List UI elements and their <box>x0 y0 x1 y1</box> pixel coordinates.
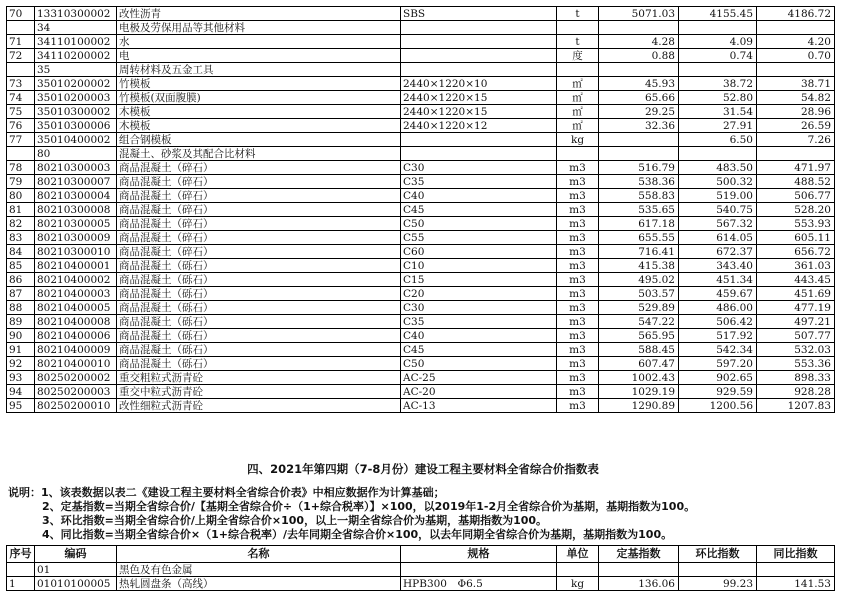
cell-value-3: 928.28 <box>757 385 835 399</box>
cell-unit: m3 <box>557 343 599 357</box>
cell-seq <box>7 63 35 77</box>
cell-name: 木模板 <box>117 119 401 133</box>
cell-name: 商品混凝土（碎石） <box>117 161 401 175</box>
cell-value-1: 565.95 <box>599 329 679 343</box>
cell-unit: m3 <box>557 245 599 259</box>
section-title: 四、2021年第四期（7-8月份）建设工程主要材料全省综合价指数表 <box>247 462 599 476</box>
cell-value-2: 540.75 <box>679 203 757 217</box>
cell-spec <box>401 563 557 577</box>
cell-value-3: 528.20 <box>757 203 835 217</box>
cell-value-2: 597.20 <box>679 357 757 371</box>
cell-seq: 83 <box>7 231 35 245</box>
cell-value-1: 617.18 <box>599 217 679 231</box>
cell-unit: m3 <box>557 273 599 287</box>
cell-spec <box>401 133 557 147</box>
cell-code: 80210400010 <box>35 357 117 371</box>
cell-value-2: 672.37 <box>679 245 757 259</box>
cell-spec: 2440×1220×15 <box>401 91 557 105</box>
cell-value-1: 547.22 <box>599 315 679 329</box>
cell-value-3: 507.77 <box>757 329 835 343</box>
cell-name: 商品混凝土（砾石） <box>117 329 401 343</box>
cell-value-3 <box>757 63 835 77</box>
cell-code: 80250200010 <box>35 399 117 413</box>
cell-seq: 82 <box>7 217 35 231</box>
table-row <box>7 343 835 357</box>
cell-spec: C40 <box>401 329 557 343</box>
table-row <box>7 399 835 413</box>
cell-code: 35010400002 <box>35 133 117 147</box>
cell-seq: 87 <box>7 287 35 301</box>
cell-name: 商品混凝土（碎石） <box>117 203 401 217</box>
cell-value-1: 716.41 <box>599 245 679 259</box>
cell-spec: AC-25 <box>401 371 557 385</box>
table-row <box>7 133 835 147</box>
cell-value-3: 477.19 <box>757 301 835 315</box>
cell-value-2 <box>679 63 757 77</box>
cell-spec: C55 <box>401 231 557 245</box>
cell-name: 商品混凝土（碎石） <box>117 175 401 189</box>
cell-value-2: 4155.45 <box>679 7 757 21</box>
cell-value-3: 451.69 <box>757 287 835 301</box>
cell-spec <box>401 49 557 63</box>
cell-value-2: 483.50 <box>679 161 757 175</box>
cell-name: 水 <box>117 35 401 49</box>
cell-spec: HPB300 Φ6.5 <box>401 577 557 591</box>
note-line: 说明：1、该表数据以表二《建设工程主要材料全省综合价表》中相应数据作为计算基础； <box>8 486 445 499</box>
cell-name: 商品混凝土（砾石） <box>117 259 401 273</box>
cell-value-1: 538.36 <box>599 175 679 189</box>
table-row <box>7 273 835 287</box>
cell-value-2: 902.65 <box>679 371 757 385</box>
cell-seq: 94 <box>7 385 35 399</box>
note-line: 2、定基指数=当期全省综合价/【基期全省综合价÷（1+综合税率）】×100，以2019年1-2月全省综合价为基期，基期指数为100。 <box>42 500 696 513</box>
cell-seq: 72 <box>7 49 35 63</box>
cell-value-2: 31.54 <box>679 105 757 119</box>
cell-spec: C30 <box>401 161 557 175</box>
cell-name: 电极及劳保用品等其他材料 <box>117 21 401 35</box>
cell-spec: C35 <box>401 175 557 189</box>
cell-value-3 <box>757 563 835 577</box>
cell-code: 80210300005 <box>35 217 117 231</box>
cell-unit <box>557 21 599 35</box>
cell-value-2: 500.32 <box>679 175 757 189</box>
cell-value-2: 542.34 <box>679 343 757 357</box>
cell-unit: m3 <box>557 175 599 189</box>
cell-seq: 74 <box>7 91 35 105</box>
cell-spec <box>401 21 557 35</box>
table-row <box>7 203 835 217</box>
cell-spec: C50 <box>401 357 557 371</box>
cell-code: 80210400009 <box>35 343 117 357</box>
cell-name: 黑色及有色金属 <box>117 563 401 577</box>
cell-seq <box>7 147 35 161</box>
cell-unit: m3 <box>557 371 599 385</box>
cell-spec: C45 <box>401 343 557 357</box>
table-row <box>7 259 835 273</box>
cell-name: 商品混凝土（砾石） <box>117 301 401 315</box>
cell-code: 35 <box>35 63 117 77</box>
cell-code: 80210300010 <box>35 245 117 259</box>
cell-code: 35010300006 <box>35 119 117 133</box>
table-row <box>7 357 835 371</box>
cell-seq: 1 <box>7 577 35 591</box>
cell-value-3: 605.11 <box>757 231 835 245</box>
cell-value-3: 656.72 <box>757 245 835 259</box>
cell-value-1 <box>599 147 679 161</box>
cell-value-3: 4186.72 <box>757 7 835 21</box>
header-code: 编码 <box>35 546 117 563</box>
note-line: 3、环比指数=当期全省综合价/上期全省综合价×100，以上一期全省综合价为基期，基期指数为100。 <box>42 514 548 527</box>
cell-unit: m3 <box>557 301 599 315</box>
cell-value-2: 517.92 <box>679 329 757 343</box>
cell-code: 01 <box>35 563 117 577</box>
cell-code: 80210400008 <box>35 315 117 329</box>
cell-seq <box>7 21 35 35</box>
cell-seq: 70 <box>7 7 35 21</box>
cell-value-1 <box>599 563 679 577</box>
cell-value-1: 1290.89 <box>599 399 679 413</box>
table-row <box>7 21 835 35</box>
cell-unit: t <box>557 35 599 49</box>
cell-value-1: 607.47 <box>599 357 679 371</box>
cell-seq: 81 <box>7 203 35 217</box>
cell-code: 80250200003 <box>35 385 117 399</box>
cell-value-2: 451.34 <box>679 273 757 287</box>
cell-value-2: 519.00 <box>679 189 757 203</box>
table-row <box>7 315 835 329</box>
cell-value-1: 503.57 <box>599 287 679 301</box>
cell-unit: m3 <box>557 231 599 245</box>
cell-name: 重交粗粒式沥青砼 <box>117 371 401 385</box>
cell-value-1 <box>599 21 679 35</box>
cell-seq: 88 <box>7 301 35 315</box>
cell-name: 商品混凝土（砾石） <box>117 273 401 287</box>
cell-value-1: 1002.43 <box>599 371 679 385</box>
cell-code: 80210400003 <box>35 287 117 301</box>
cell-value-3: 553.36 <box>757 357 835 371</box>
cell-value-1: 535.65 <box>599 203 679 217</box>
cell-unit: m3 <box>557 161 599 175</box>
cell-value-1: 495.02 <box>599 273 679 287</box>
table-row <box>7 385 835 399</box>
header-chain-index: 环比指数 <box>679 546 757 563</box>
cell-code: 80210400006 <box>35 329 117 343</box>
cell-code: 34110200002 <box>35 49 117 63</box>
cell-value-3 <box>757 21 835 35</box>
cell-code: 80210300003 <box>35 161 117 175</box>
cell-spec: C30 <box>401 301 557 315</box>
cell-value-2: 567.32 <box>679 217 757 231</box>
cell-spec: AC-20 <box>401 385 557 399</box>
cell-unit: m3 <box>557 217 599 231</box>
cell-unit: ㎡ <box>557 77 599 91</box>
cell-value-1: 415.38 <box>599 259 679 273</box>
table-row <box>7 189 835 203</box>
cell-code: 80210300008 <box>35 203 117 217</box>
cell-unit: 度 <box>557 49 599 63</box>
cell-value-3: 553.93 <box>757 217 835 231</box>
cell-unit: m3 <box>557 357 599 371</box>
table-row <box>7 371 835 385</box>
cell-seq: 84 <box>7 245 35 259</box>
cell-name: 组合钢模板 <box>117 133 401 147</box>
cell-name: 改性沥青 <box>117 7 401 21</box>
table-header-row <box>7 546 835 563</box>
cell-code: 80210400005 <box>35 301 117 315</box>
table-row <box>7 161 835 175</box>
table-row <box>7 35 835 49</box>
cell-spec: C60 <box>401 245 557 259</box>
cell-spec: C50 <box>401 217 557 231</box>
cell-unit: m3 <box>557 287 599 301</box>
cell-value-3: 471.97 <box>757 161 835 175</box>
cell-value-3: 488.52 <box>757 175 835 189</box>
table-row <box>7 91 835 105</box>
cell-seq: 73 <box>7 77 35 91</box>
cell-seq: 75 <box>7 105 35 119</box>
cell-value-2: 343.40 <box>679 259 757 273</box>
cell-unit: ㎡ <box>557 91 599 105</box>
cell-unit: m3 <box>557 259 599 273</box>
cell-value-3 <box>757 147 835 161</box>
cell-value-3: 898.33 <box>757 371 835 385</box>
cell-seq: 80 <box>7 189 35 203</box>
cell-value-3: 443.45 <box>757 273 835 287</box>
table-row <box>7 563 835 577</box>
cell-value-2: 929.59 <box>679 385 757 399</box>
cell-value-2 <box>679 21 757 35</box>
cell-seq: 78 <box>7 161 35 175</box>
cell-spec: 2440×1220×10 <box>401 77 557 91</box>
cell-code: 80 <box>35 147 117 161</box>
index-table <box>6 545 835 591</box>
header-spec: 规格 <box>401 546 557 563</box>
cell-value-2: 52.80 <box>679 91 757 105</box>
cell-code: 80210400002 <box>35 273 117 287</box>
cell-name: 重交中粒式沥青砼 <box>117 385 401 399</box>
cell-value-1: 655.55 <box>599 231 679 245</box>
cell-value-2: 4.09 <box>679 35 757 49</box>
table-row <box>7 119 835 133</box>
cell-code: 34 <box>35 21 117 35</box>
cell-value-2: 614.05 <box>679 231 757 245</box>
cell-value-1: 1029.19 <box>599 385 679 399</box>
cell-spec: C45 <box>401 203 557 217</box>
cell-seq: 91 <box>7 343 35 357</box>
table-row <box>7 63 835 77</box>
cell-value-3: 54.82 <box>757 91 835 105</box>
table-row <box>7 175 835 189</box>
cell-seq: 89 <box>7 315 35 329</box>
cell-unit <box>557 63 599 77</box>
header-unit: 单位 <box>557 546 599 563</box>
cell-unit: kg <box>557 577 599 591</box>
cell-value-2: 6.50 <box>679 133 757 147</box>
cell-seq <box>7 563 35 577</box>
cell-value-3: 506.77 <box>757 189 835 203</box>
cell-name: 改性细粒式沥青砼 <box>117 399 401 413</box>
cell-value-2 <box>679 563 757 577</box>
cell-seq: 77 <box>7 133 35 147</box>
cell-code: 80250200002 <box>35 371 117 385</box>
cell-unit <box>557 147 599 161</box>
cell-code: 34110100002 <box>35 35 117 49</box>
cell-unit: m3 <box>557 315 599 329</box>
header-fixed-index: 定基指数 <box>599 546 679 563</box>
table-row <box>7 287 835 301</box>
cell-value-1 <box>599 63 679 77</box>
cell-seq: 93 <box>7 371 35 385</box>
table-row <box>7 77 835 91</box>
cell-value-2: 459.67 <box>679 287 757 301</box>
cell-code: 80210400001 <box>35 259 117 273</box>
cell-name: 商品混凝土（碎石） <box>117 231 401 245</box>
cell-spec: C35 <box>401 315 557 329</box>
cell-value-3: 497.21 <box>757 315 835 329</box>
cell-unit: t <box>557 7 599 21</box>
cell-unit: m3 <box>557 203 599 217</box>
cell-seq: 92 <box>7 357 35 371</box>
cell-value-2: 0.74 <box>679 49 757 63</box>
cell-value-1: 65.66 <box>599 91 679 105</box>
cell-seq: 86 <box>7 273 35 287</box>
cell-name: 商品混凝土（碎石） <box>117 217 401 231</box>
cell-value-1: 5071.03 <box>599 7 679 21</box>
cell-unit: m3 <box>557 329 599 343</box>
cell-value-3: 4.20 <box>757 35 835 49</box>
cell-value-1: 516.79 <box>599 161 679 175</box>
cell-unit: m3 <box>557 189 599 203</box>
cell-value-3: 28.96 <box>757 105 835 119</box>
table-row <box>7 49 835 63</box>
cell-code: 80210300007 <box>35 175 117 189</box>
cell-code: 35010200003 <box>35 91 117 105</box>
cell-code: 80210300004 <box>35 189 117 203</box>
cell-unit <box>557 563 599 577</box>
cell-name: 商品混凝土（砾石） <box>117 315 401 329</box>
cell-value-1: 136.06 <box>599 577 679 591</box>
cell-name: 商品混凝土（砾石） <box>117 287 401 301</box>
cell-value-3: 26.59 <box>757 119 835 133</box>
cell-spec: C10 <box>401 259 557 273</box>
cell-value-2: 27.91 <box>679 119 757 133</box>
cell-spec: AC-13 <box>401 399 557 413</box>
table-row <box>7 301 835 315</box>
cell-value-2: 38.72 <box>679 77 757 91</box>
cell-value-2: 506.42 <box>679 315 757 329</box>
cell-value-2 <box>679 147 757 161</box>
cell-value-1 <box>599 133 679 147</box>
cell-value-2: 1200.56 <box>679 399 757 413</box>
cell-seq: 76 <box>7 119 35 133</box>
cell-spec: C15 <box>401 273 557 287</box>
cell-name: 周转材料及五金工具 <box>117 63 401 77</box>
table-row <box>7 105 835 119</box>
table-row <box>7 577 835 591</box>
cell-name: 商品混凝土（砾石） <box>117 357 401 371</box>
cell-value-3: 141.53 <box>757 577 835 591</box>
note-line: 4、同比指数=当期全省综合价×（1+综合税率）/去年同期全省综合价×100，以去年同期全省综合价为基期，基期指数为100。 <box>42 528 673 541</box>
cell-value-3: 361.03 <box>757 259 835 273</box>
cell-unit: ㎡ <box>557 119 599 133</box>
cell-spec: C20 <box>401 287 557 301</box>
cell-value-1: 0.88 <box>599 49 679 63</box>
cell-unit: kg <box>557 133 599 147</box>
cell-spec <box>401 63 557 77</box>
materials-price-table <box>6 6 835 413</box>
cell-seq: 79 <box>7 175 35 189</box>
cell-code: 01010100005 <box>35 577 117 591</box>
cell-code: 13310300002 <box>35 7 117 21</box>
table-row <box>7 147 835 161</box>
cell-name: 商品混凝土（碎石） <box>117 245 401 259</box>
cell-unit: m3 <box>557 385 599 399</box>
cell-spec <box>401 35 557 49</box>
cell-seq: 71 <box>7 35 35 49</box>
cell-seq: 90 <box>7 329 35 343</box>
table-row <box>7 245 835 259</box>
cell-unit: m3 <box>557 399 599 413</box>
cell-spec: C40 <box>401 189 557 203</box>
cell-name: 竹模板(双面腹膜) <box>117 91 401 105</box>
table-row <box>7 7 835 21</box>
cell-value-2: 486.00 <box>679 301 757 315</box>
cell-name: 商品混凝土（砾石） <box>117 343 401 357</box>
cell-value-1: 558.83 <box>599 189 679 203</box>
cell-value-1: 29.25 <box>599 105 679 119</box>
table-row <box>7 231 835 245</box>
cell-name: 竹模板 <box>117 77 401 91</box>
cell-value-1: 529.89 <box>599 301 679 315</box>
header-seq: 序号 <box>7 546 35 563</box>
cell-code: 80210300009 <box>35 231 117 245</box>
cell-code: 35010300002 <box>35 105 117 119</box>
cell-value-3: 532.03 <box>757 343 835 357</box>
header-yoy-index: 同比指数 <box>757 546 835 563</box>
cell-spec: 2440×1220×15 <box>401 105 557 119</box>
cell-spec <box>401 147 557 161</box>
table-row <box>7 217 835 231</box>
cell-seq: 95 <box>7 399 35 413</box>
cell-value-3: 0.70 <box>757 49 835 63</box>
cell-seq: 85 <box>7 259 35 273</box>
cell-value-3: 1207.83 <box>757 399 835 413</box>
header-name: 名称 <box>117 546 401 563</box>
cell-value-1: 32.36 <box>599 119 679 133</box>
table-row <box>7 329 835 343</box>
cell-value-3: 38.71 <box>757 77 835 91</box>
cell-spec: SBS <box>401 7 557 21</box>
cell-value-3: 7.26 <box>757 133 835 147</box>
cell-code: 35010200002 <box>35 77 117 91</box>
cell-value-1: 4.28 <box>599 35 679 49</box>
cell-value-2: 99.23 <box>679 577 757 591</box>
cell-spec: 2440×1220×12 <box>401 119 557 133</box>
cell-name: 商品混凝土（碎石） <box>117 189 401 203</box>
cell-unit: ㎡ <box>557 105 599 119</box>
cell-value-1: 45.93 <box>599 77 679 91</box>
cell-name: 电 <box>117 49 401 63</box>
cell-name: 热轧圆盘条（高线） <box>117 577 401 591</box>
cell-name: 木模板 <box>117 105 401 119</box>
cell-name: 混凝土、砂浆及其配合比材料 <box>117 147 401 161</box>
cell-value-1: 588.45 <box>599 343 679 357</box>
